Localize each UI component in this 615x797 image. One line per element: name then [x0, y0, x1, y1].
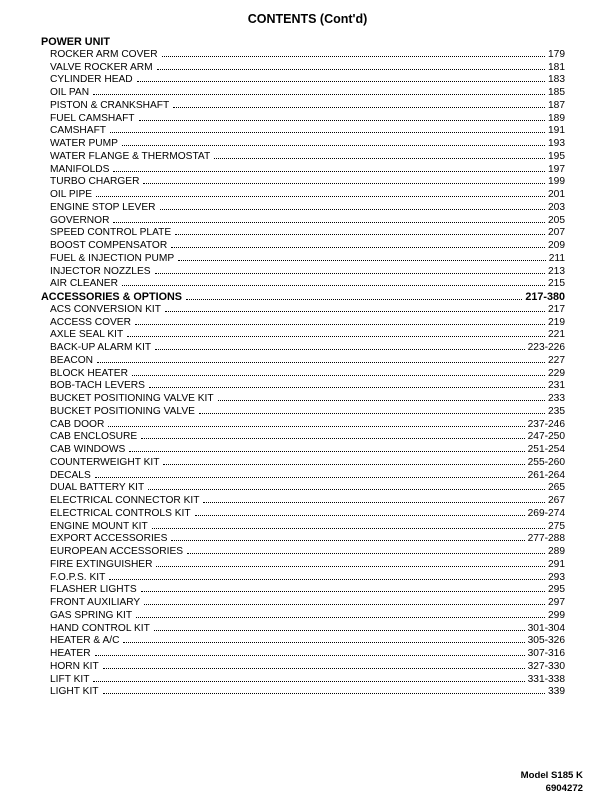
- toc-entry-label: PISTON & CRANKSHAFT: [50, 99, 170, 111]
- toc-entry: [41, 431, 565, 444]
- toc-entry-page: 209: [548, 240, 565, 251]
- toc-entry-label: COUNTERWEIGHT KIT: [50, 456, 160, 468]
- toc-entry: [41, 202, 565, 215]
- dot-leader: [178, 260, 546, 261]
- toc-entry-label: ELECTRICAL CONNECTOR KIT: [50, 495, 200, 506]
- dot-leader: [199, 413, 545, 414]
- toc-entry: [41, 304, 565, 317]
- toc-entry: [41, 215, 565, 228]
- dot-leader: [141, 591, 545, 592]
- section-heading-label: POWER UNIT: [41, 36, 110, 48]
- toc-entry-page: 183: [548, 74, 565, 86]
- toc-entry: [41, 49, 565, 62]
- toc-entry-label: DECALS: [50, 469, 91, 481]
- toc-entry-page: 255-260: [527, 456, 565, 468]
- toc-entry-page: 219: [548, 316, 565, 328]
- toc-entry-page: 327-330: [527, 660, 565, 672]
- toc-entry-page: 221: [548, 329, 565, 341]
- toc-entry: [41, 546, 565, 559]
- toc-entry-page: 305-326: [527, 635, 565, 647]
- toc-entry-label: OIL PAN: [50, 87, 90, 98]
- toc-entry: [41, 113, 565, 126]
- dot-leader: [171, 247, 545, 248]
- toc-entry-label: GOVERNOR: [50, 214, 110, 226]
- toc-entry: [41, 164, 565, 177]
- toc-entry-page: 339: [548, 686, 565, 698]
- toc-entry-page: 267: [548, 495, 565, 506]
- model-label: Model S185 K: [520, 770, 583, 781]
- toc-entry-page: 227: [548, 354, 565, 366]
- toc-entry: [41, 138, 565, 151]
- section-page-range: 217-380: [525, 291, 565, 303]
- dot-leader: [93, 681, 524, 682]
- toc-entry-page: 251-254: [527, 444, 565, 455]
- toc-entry: [41, 253, 565, 266]
- toc-entry-label: HAND CONTROL KIT: [50, 622, 150, 634]
- section-heading-label: ACCESSORIES & OPTIONS: [41, 291, 182, 303]
- toc-entry: [41, 342, 565, 355]
- dot-leader: [157, 69, 545, 70]
- dot-leader: [149, 387, 545, 388]
- dot-leader: [139, 120, 545, 121]
- dot-leader: [108, 426, 524, 427]
- toc-entry-label: AXLE SEAL KIT: [50, 329, 124, 341]
- dot-leader: [113, 171, 545, 172]
- toc-entry-label: CAMSHAFT: [50, 125, 107, 137]
- section-heading: [41, 36, 565, 49]
- toc-entry-label: BOB-TACH LEVERS: [50, 380, 145, 392]
- toc-entry: [41, 74, 565, 87]
- dot-leader: [165, 311, 545, 312]
- toc-entry-label: FUEL CAMSHAFT: [50, 112, 135, 124]
- toc-entry: [41, 635, 565, 648]
- toc-entry-page: 233: [548, 393, 565, 404]
- toc-entry-page: 277-288: [527, 533, 565, 545]
- toc-entry: [41, 482, 565, 495]
- toc-entry-page: 289: [548, 546, 565, 557]
- toc-entry-label: F.O.P.S. KIT: [50, 571, 106, 583]
- toc-entry: [41, 444, 565, 457]
- toc-entry: [41, 648, 565, 661]
- dot-leader: [186, 299, 522, 300]
- toc-entry-label: BOOST COMPENSATOR: [50, 240, 168, 251]
- page-title: CONTENTS (Cont'd): [247, 12, 368, 26]
- toc-entry-page: 189: [548, 112, 565, 124]
- dot-leader: [136, 617, 545, 618]
- toc-entry-page: 307-316: [527, 648, 565, 659]
- toc-entry-page: 265: [548, 482, 565, 494]
- toc-entry-page: 331-338: [527, 673, 565, 685]
- dot-leader: [154, 630, 525, 631]
- toc-entry-page: 207: [548, 227, 565, 239]
- section-heading: [41, 291, 565, 304]
- toc-entry-label: CAB WINDOWS: [50, 444, 126, 455]
- toc-entry-label: LIGHT KIT: [50, 686, 99, 698]
- dot-leader: [95, 655, 525, 656]
- table-of-contents: [41, 36, 565, 699]
- dot-leader: [132, 375, 545, 376]
- toc-entry-page: 201: [548, 189, 565, 200]
- dot-leader: [155, 273, 545, 274]
- toc-entry-page: 179: [548, 48, 565, 60]
- toc-entry-page: 231: [548, 380, 565, 392]
- toc-entry: [41, 584, 565, 597]
- toc-entry: [41, 470, 565, 483]
- toc-entry-label: ENGINE STOP LEVER: [50, 201, 156, 213]
- toc-entry: [41, 597, 565, 610]
- toc-entry-label: MANIFOLDS: [50, 163, 110, 175]
- toc-entry-label: CAB DOOR: [50, 418, 105, 430]
- toc-entry-label: DUAL BATTERY KIT: [50, 482, 145, 494]
- toc-entry: [41, 125, 565, 138]
- dot-leader: [113, 222, 545, 223]
- toc-entry-page: 229: [548, 367, 565, 379]
- dot-leader: [110, 132, 545, 133]
- toc-entry-label: BACK-UP ALARM KIT: [50, 342, 152, 353]
- toc-entry-label: LIFT KIT: [50, 673, 90, 685]
- toc-entry: [41, 368, 565, 381]
- dot-leader: [144, 604, 545, 605]
- toc-entry: [41, 189, 565, 202]
- dot-leader: [175, 234, 545, 235]
- toc-entry: [41, 674, 565, 687]
- toc-entry-label: FUEL & INJECTION PUMP: [50, 252, 175, 264]
- toc-entry: [41, 317, 565, 330]
- toc-entry: [41, 572, 565, 585]
- toc-entry: [41, 151, 565, 164]
- toc-entry: [41, 87, 565, 100]
- toc-entry-page: 205: [548, 214, 565, 226]
- dot-leader: [187, 553, 545, 554]
- toc-entry-page: 299: [548, 609, 565, 621]
- toc-entry-label: OIL PIPE: [50, 189, 93, 200]
- dot-leader: [171, 540, 524, 541]
- toc-entry: [41, 355, 565, 368]
- toc-entry-page: 237-246: [527, 418, 565, 430]
- toc-entry: [41, 533, 565, 546]
- toc-entry-label: BUCKET POSITIONING VALVE: [50, 405, 195, 417]
- dot-leader: [143, 183, 545, 184]
- dot-leader: [127, 336, 545, 337]
- toc-entry: [41, 610, 565, 623]
- toc-entry-label: ROCKER ARM COVER: [50, 48, 158, 60]
- dot-leader: [96, 196, 545, 197]
- toc-entry-page: 217: [548, 303, 565, 315]
- toc-entry-label: ENGINE MOUNT KIT: [50, 520, 148, 532]
- toc-entry: [41, 240, 565, 253]
- toc-entry-page: 261-264: [527, 469, 565, 481]
- toc-entry-label: EXPORT ACCESSORIES: [50, 533, 168, 545]
- toc-entry: [41, 661, 565, 674]
- toc-entry-label: FIRE EXTINGUISHER: [50, 558, 153, 570]
- dot-leader: [203, 502, 545, 503]
- toc-entry-label: CAB ENCLOSURE: [50, 431, 138, 443]
- toc-entry: [41, 406, 565, 419]
- toc-entry-page: 185: [548, 87, 565, 98]
- toc-entry-page: 215: [548, 278, 565, 290]
- toc-entry: [41, 227, 565, 240]
- toc-entry-page: 275: [548, 520, 565, 532]
- toc-entry-page: 213: [548, 265, 565, 277]
- dot-leader: [155, 349, 524, 350]
- dot-leader: [162, 56, 545, 57]
- toc-entry-label: HEATER & A/C: [50, 635, 120, 647]
- toc-entry-label: AIR CLEANER: [50, 278, 118, 290]
- toc-entry-label: INJECTOR NOZZLES: [50, 265, 151, 277]
- toc-entry: [41, 278, 565, 291]
- dot-leader: [218, 400, 545, 401]
- toc-entry-page: 247-250: [527, 431, 565, 443]
- toc-entry: [41, 62, 565, 75]
- dot-leader: [214, 158, 545, 159]
- part-number: 6904272: [545, 783, 583, 794]
- toc-entry: [41, 508, 565, 521]
- toc-entry-page: 235: [548, 405, 565, 417]
- toc-entry: [41, 100, 565, 113]
- toc-entry-page: 191: [548, 125, 565, 137]
- dot-leader: [122, 285, 545, 286]
- toc-entry: [41, 393, 565, 406]
- dot-leader: [163, 464, 524, 465]
- toc-entry-label: FLASHER LIGHTS: [50, 584, 137, 596]
- toc-entry: [41, 623, 565, 636]
- toc-entry-label: HEATER: [50, 648, 91, 659]
- toc-entry: [41, 380, 565, 393]
- toc-entry-label: FRONT AUXILIARY: [50, 597, 141, 608]
- toc-entry-label: TURBO CHARGER: [50, 176, 140, 188]
- toc-entry-label: CYLINDER HEAD: [50, 74, 133, 86]
- dot-leader: [160, 209, 546, 210]
- toc-entry-page: 181: [548, 61, 565, 73]
- dot-leader: [129, 451, 524, 452]
- toc-entry-page: 223-226: [527, 342, 565, 353]
- dot-leader: [103, 693, 546, 694]
- page-footer: [521, 769, 583, 795]
- toc-entry-label: GAS SPRING KIT: [50, 609, 133, 621]
- toc-entry-label: BLOCK HEATER: [50, 367, 128, 379]
- dot-leader: [93, 94, 545, 95]
- toc-entry: [41, 686, 565, 699]
- toc-entry-page: 199: [548, 176, 565, 188]
- dot-leader: [141, 438, 524, 439]
- dot-leader: [156, 566, 545, 567]
- toc-entry-label: BEACON: [50, 354, 94, 366]
- toc-entry: [41, 559, 565, 572]
- toc-entry-page: 203: [548, 201, 565, 213]
- dot-leader: [148, 489, 545, 490]
- toc-entry: [41, 329, 565, 342]
- toc-entry-label: EUROPEAN ACCESSORIES: [50, 546, 184, 557]
- toc-entry-label: WATER FLANGE & THERMOSTAT: [50, 150, 211, 162]
- dot-leader: [109, 579, 545, 580]
- toc-entry-label: BUCKET POSITIONING VALVE KIT: [50, 393, 214, 404]
- dot-leader: [195, 515, 525, 516]
- toc-entry-label: VALVE ROCKER ARM: [50, 61, 153, 73]
- toc-entry-page: 295: [548, 584, 565, 596]
- toc-entry-page: 211: [548, 252, 565, 264]
- toc-entry: [41, 521, 565, 534]
- toc-entry: [41, 419, 565, 432]
- dot-leader: [123, 642, 524, 643]
- dot-leader: [122, 145, 545, 146]
- toc-entry-page: 195: [548, 150, 565, 162]
- toc-entry-label: ELECTRICAL CONTROLS KIT: [50, 507, 191, 519]
- toc-entry-label: ACS CONVERSION KIT: [50, 303, 161, 315]
- toc-entry-page: 193: [548, 138, 565, 149]
- toc-entry-label: WATER PUMP: [50, 138, 118, 149]
- toc-entry: [41, 495, 565, 508]
- toc-entry: [41, 266, 565, 279]
- toc-entry-page: 269-274: [527, 507, 565, 519]
- toc-entry-page: 293: [548, 571, 565, 583]
- toc-entry-page: 291: [548, 558, 565, 570]
- dot-leader: [103, 668, 525, 669]
- toc-entry-page: 187: [548, 99, 565, 111]
- toc-entry-page: 297: [548, 597, 565, 608]
- dot-leader: [173, 107, 545, 108]
- toc-entry-page: 197: [548, 163, 565, 175]
- dot-leader: [152, 528, 545, 529]
- dot-leader: [97, 362, 545, 363]
- toc-entry: [41, 176, 565, 189]
- toc-entry-label: HORN KIT: [50, 660, 99, 672]
- dot-leader: [95, 477, 525, 478]
- toc-entry-label: SPEED CONTROL PLATE: [50, 227, 172, 239]
- dot-leader: [135, 324, 545, 325]
- toc-entry-label: ACCESS COVER: [50, 316, 131, 328]
- toc-entry-page: 301-304: [527, 622, 565, 634]
- toc-entry: [41, 457, 565, 470]
- dot-leader: [137, 81, 545, 82]
